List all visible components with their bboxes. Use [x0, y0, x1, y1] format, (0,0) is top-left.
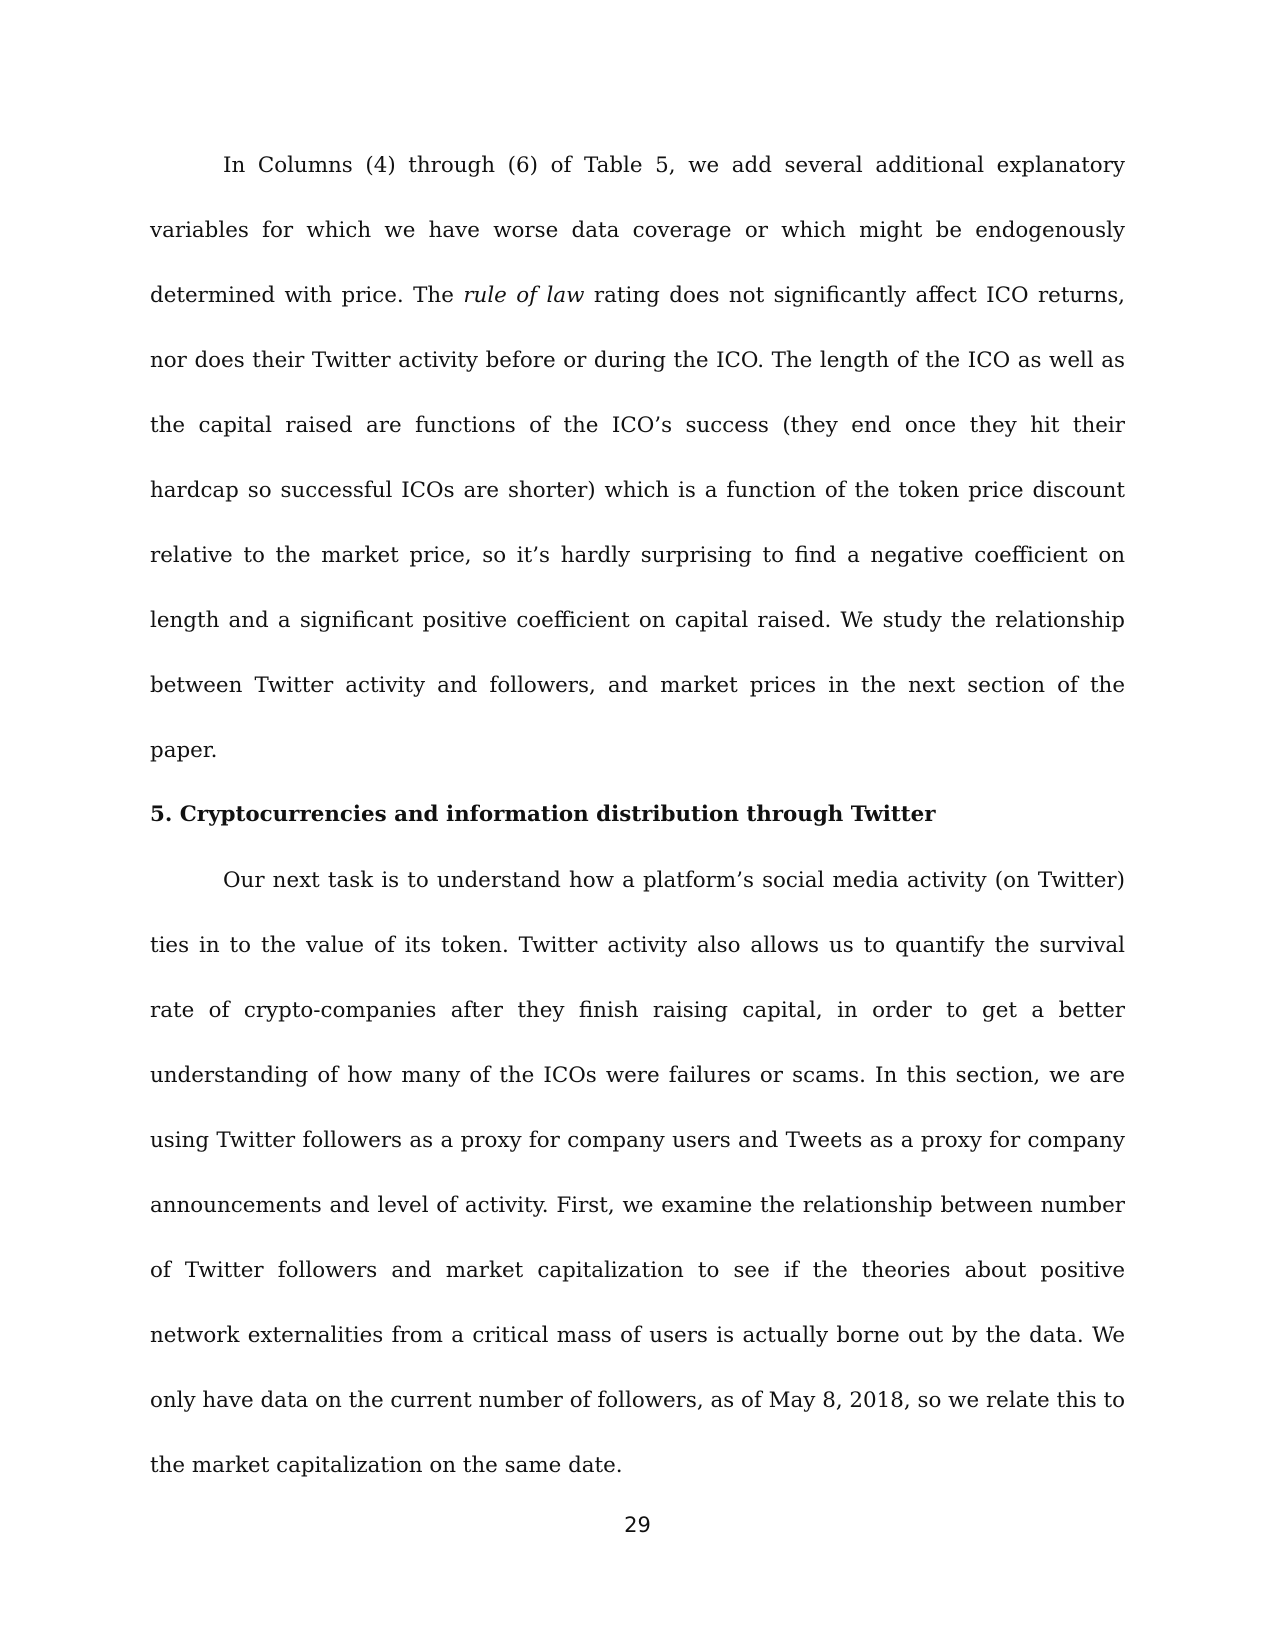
paragraph-table5-discussion: [150, 133, 1125, 783]
paragraph-text: In Columns (4) through (6) of Table 5, we add several additional explanatory variables for which we have worse data coverage or which might be endogenously determined with price. The: [150, 153, 1125, 308]
italic-term-rule-of-law: rule of law: [463, 283, 585, 308]
paragraph-twitter-intro: Our next task is to understand how a platform’s social media activity (on Twitter) ties in to the value of its token. Twitter activity also allows us to quantify the survival rate of crypto-companies after they finish raising capital, in order to get a better understanding of how many of the ICOs were failures or scams. In this section, we are using Twitter followers as a proxy for company users and Tweets as a proxy for company announcements and level of activity. First, we examine the relationship between number of Twitter followers and market capitalization to see if the theories about positive network externalities from a critical mass of users is actually borne out by the data. We only have data on the current number of followers, as of May 8, 2018, so we relate this to the market capitalization on the same date.: [150, 868, 1125, 1478]
page-number: 29: [624, 1513, 651, 1537]
paragraph-text: rating does not significantly affect ICO returns, nor does their Twitter activity before or during the ICO. The length of the ICO as well as the capital raised are functions of the ICO’s success (they end once they hit their hardcap so successful ICOs are shorter) which is a function of the token price discount relative to the market price, so it’s hardly surprising to find a negative coefficient on length and a significant positive coefficient on capital raised. We study the relationship between Twitter activity and followers, and market prices in the next section of the paper.: [150, 283, 1125, 763]
section-heading: 5. Cryptocurrencies and information distribution through Twitter: [150, 802, 936, 827]
